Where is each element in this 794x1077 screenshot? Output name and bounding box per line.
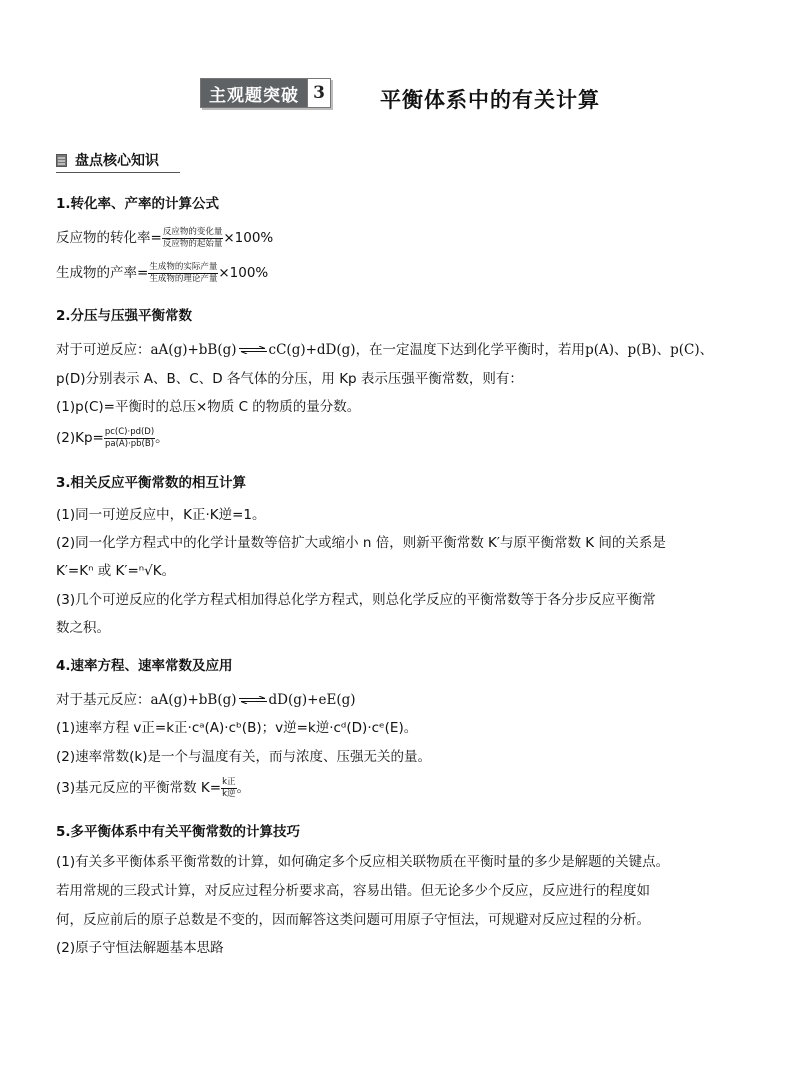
s2-text-a: 对于可逆反应： bbox=[56, 342, 151, 358]
kp-numerator: pc(C)·pd(D) bbox=[104, 427, 155, 437]
heading-2: 2.分压与压强平衡常数 bbox=[56, 308, 193, 324]
badge-number: 3 bbox=[307, 79, 330, 107]
s5-line-1: (1)有关多平衡体系平衡常数的计算，如何确定多个反应相关联物质在平衡时量的多少是解题的关键点。 bbox=[56, 854, 670, 870]
heading-4: 4.速率方程、速率常数及应用 bbox=[56, 658, 233, 674]
kp-suffix: 。 bbox=[155, 430, 169, 446]
s2-line-2: p(D)分别表示 A、B、C、D 各气体的分压，用 Kp 表示压强平衡常数，则有： bbox=[56, 371, 523, 387]
conversion-rhs: ×100% bbox=[223, 230, 274, 246]
s3-relation: K′=Kⁿ 或 K′= bbox=[56, 563, 139, 579]
s4-products: dD(g)+eE(g) bbox=[268, 692, 356, 708]
k-denominator: k逆 bbox=[222, 788, 236, 799]
k-fraction bbox=[221, 778, 236, 798]
s3-line-3 bbox=[56, 562, 175, 580]
yield-numerator: 生成物的实际产量 bbox=[149, 262, 218, 272]
s5-line-4: (2)原子守恒法解题基本思路 bbox=[56, 940, 224, 956]
s3-line-4: (3)几个可逆反应的化学方程式相加得总化学方程式，则总化学反应的平衡常数等于各分步反应平衡常 bbox=[56, 592, 656, 608]
s4-text-a: 对于基元反应： bbox=[56, 692, 151, 708]
conversion-numerator: 反应物的变化量 bbox=[162, 227, 223, 237]
badge-label: 主观题突破 bbox=[201, 79, 307, 107]
s4-line-3: (2)速率常数(k)是一个与温度有关，而与浓度、压强无关的量。 bbox=[56, 749, 431, 765]
s2-text-c: p(A)、p(B)、p(C)、 bbox=[585, 342, 714, 358]
conversion-lhs: 反应物的转化率= bbox=[56, 230, 162, 246]
s5-line-3: 何，反应前后的原子总数是不变的，因而解答这类问题可用原子守恒法，可规避对反应过程的分析。 bbox=[56, 912, 650, 928]
yield-fraction bbox=[148, 263, 218, 283]
s4-reactants: aA(g)+bB(g) bbox=[150, 692, 237, 708]
section-title: 盘点核心知识 bbox=[75, 153, 159, 169]
k-suffix: 。 bbox=[236, 780, 251, 796]
k-prefix: (3)基元反应的平衡常数 K= bbox=[56, 780, 222, 796]
heading-3: 3.相关反应平衡常数的相互计算 bbox=[56, 475, 247, 491]
yield-lhs: 生成物的产率= bbox=[56, 265, 149, 281]
s3-relation-end: 。 bbox=[161, 563, 176, 579]
k-formula bbox=[56, 778, 250, 798]
s2-products: cC(g)+dD(g) bbox=[268, 342, 356, 358]
topic-badge bbox=[200, 78, 331, 108]
s2-text-b: ，在一定温度下达到化学平衡时，若用 bbox=[355, 342, 586, 358]
page-title: 平衡体系中的有关计算 bbox=[380, 88, 600, 112]
conversion-denominator: 反应物的起始量 bbox=[162, 238, 223, 249]
kp-denominator: pa(A)·pb(B) bbox=[105, 438, 155, 449]
equilibrium-arrow bbox=[239, 346, 267, 354]
yield-formula bbox=[56, 263, 268, 283]
document-icon bbox=[56, 154, 67, 167]
s4-line-2: (1)速率方程 v正=k正·cᵃ(A)·cᵇ(B)；v逆=k逆·cᵈ(D)·cᵉ(E)。 bbox=[56, 720, 418, 736]
kp-fraction bbox=[104, 428, 155, 448]
heading-5: 5.多平衡体系中有关平衡常数的计算技巧 bbox=[56, 824, 301, 840]
kp-prefix: (2)Kp= bbox=[56, 430, 104, 446]
equilibrium-arrow bbox=[239, 696, 267, 704]
yield-rhs: ×100% bbox=[218, 265, 269, 281]
conversion-fraction bbox=[162, 228, 224, 248]
s2-reactants: aA(g)+bB(g) bbox=[150, 342, 237, 358]
page-header bbox=[200, 76, 620, 110]
s2-line-3: (1)p(C)=平衡时的总压×物质 C 的物质的量分数。 bbox=[56, 399, 361, 415]
kp-formula bbox=[56, 428, 169, 448]
yield-denominator: 生成物的理论产量 bbox=[149, 273, 218, 284]
nth-root: ⁿ√K bbox=[138, 563, 162, 579]
heading-1: 1.转化率、产率的计算公式 bbox=[56, 196, 220, 212]
s3-line-2: (2)同一化学方程式中的化学计量数等倍扩大或缩小 n 倍，则新平衡常数 K′与原平衡常数 K 间的关系是 bbox=[56, 535, 666, 551]
section-heading bbox=[56, 150, 159, 170]
conversion-formula bbox=[56, 228, 273, 248]
k-numerator: k正 bbox=[222, 777, 236, 787]
section-underline bbox=[56, 172, 180, 173]
s3-line-1: (1)同一可逆反应中，K正·K逆=1。 bbox=[56, 507, 266, 523]
s2-line-1 bbox=[56, 341, 713, 359]
s3-line-5: 数之积。 bbox=[56, 620, 110, 636]
s5-line-2: 若用常规的三段式计算，对反应过程分析要求高，容易出错。但无论多少个反应，反应进行的程度如 bbox=[56, 883, 650, 899]
s4-line-1 bbox=[56, 691, 356, 709]
